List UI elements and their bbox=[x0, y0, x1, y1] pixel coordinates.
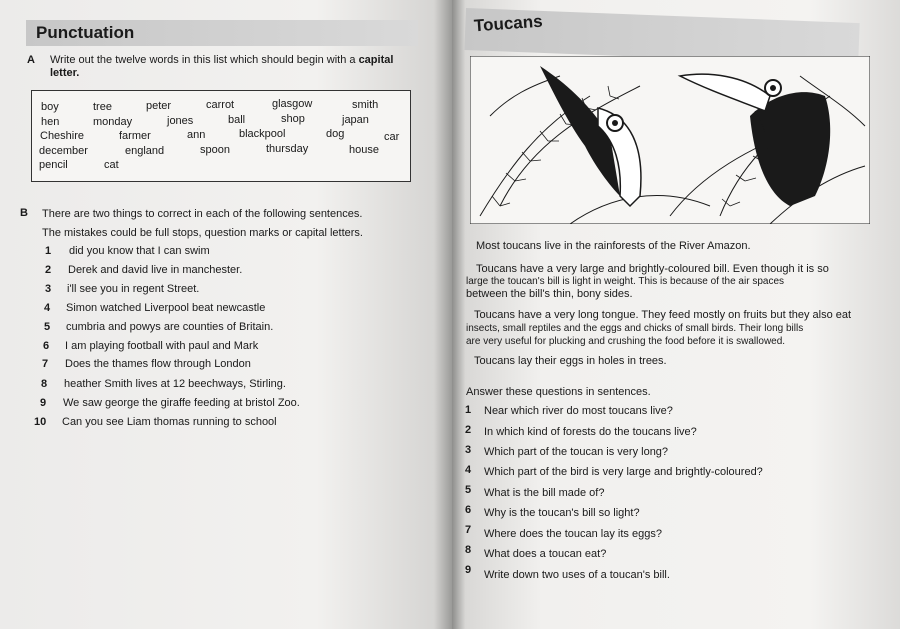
item-number: 7 bbox=[42, 358, 49, 370]
paragraph: Most toucans live in the rainforests of the River Amazon. bbox=[476, 240, 751, 252]
item-number: 1 bbox=[45, 245, 52, 257]
section-b-letter: B bbox=[20, 207, 28, 219]
paragraph-line: Toucans have a very long tongue. They feed mostly on fruits but they also eat bbox=[474, 309, 852, 321]
item-number: 8 bbox=[41, 378, 48, 390]
word: boy bbox=[41, 101, 59, 113]
item-number: 5 bbox=[44, 321, 51, 333]
paragraph-line: insects, small reptiles and the eggs and chicks of small birds. Their long bills bbox=[466, 323, 804, 334]
sentence: Can you see Liam thomas running to school bbox=[62, 416, 277, 428]
word: house bbox=[349, 144, 379, 156]
word: thursday bbox=[266, 143, 309, 155]
question: Which part of the bird is very large and brightly-coloured? bbox=[484, 466, 763, 478]
word: japan bbox=[342, 114, 369, 126]
sentence: Simon watched Liverpool beat newcastle bbox=[66, 302, 266, 314]
word: pencil bbox=[39, 159, 68, 171]
question-number: 4 bbox=[465, 464, 472, 476]
item-number: 9 bbox=[40, 397, 47, 409]
instruction-bold: capital bbox=[358, 54, 394, 66]
item-number: 2 bbox=[45, 264, 52, 276]
question: Near which river do most toucans live? bbox=[484, 405, 673, 417]
word: farmer bbox=[119, 130, 151, 142]
word: peter bbox=[146, 100, 172, 112]
word: carrot bbox=[206, 99, 235, 111]
instruction-line2: letter. bbox=[50, 67, 80, 79]
item-number: 4 bbox=[44, 302, 51, 314]
word: cat bbox=[104, 159, 119, 171]
word: ann bbox=[187, 129, 206, 141]
paragraph-line: Toucans have a very large and brightly-coloured bill. Even though it is so bbox=[476, 263, 829, 275]
page-title: Toucans bbox=[473, 11, 544, 36]
question: Why is the toucan's bill so light? bbox=[484, 507, 640, 519]
sentence: We saw george the giraffe feeding at bristol Zoo. bbox=[63, 397, 300, 409]
section-a-letter: A bbox=[27, 54, 35, 66]
word: smith bbox=[352, 99, 379, 111]
sentence: did you know that I can swim bbox=[69, 245, 210, 257]
word: hen bbox=[41, 116, 60, 128]
word: spoon bbox=[200, 144, 230, 156]
question: What is the bill made of? bbox=[484, 487, 605, 499]
word: glasgow bbox=[272, 98, 313, 110]
question-number: 6 bbox=[465, 504, 472, 516]
word: shop bbox=[281, 113, 305, 125]
item-number: 6 bbox=[43, 340, 50, 352]
paragraph-line: are very useful for plucking and crushing the food before it is swallowed. bbox=[466, 336, 786, 347]
toucans-illustration bbox=[470, 56, 870, 224]
word: monday bbox=[93, 116, 133, 128]
sentence: i'll see you in regent Street. bbox=[67, 283, 200, 295]
question-number: 8 bbox=[465, 544, 472, 556]
item-number: 3 bbox=[45, 283, 52, 295]
word: Cheshire bbox=[40, 130, 85, 142]
word: dog bbox=[326, 128, 345, 140]
word: ball bbox=[228, 114, 246, 126]
sentence: cumbria and powys are counties of Britain. bbox=[66, 321, 274, 333]
questions-intro: Answer these questions in sentences. bbox=[466, 386, 651, 398]
word: december bbox=[39, 145, 88, 157]
word-box bbox=[31, 90, 411, 182]
question-number: 5 bbox=[465, 484, 472, 496]
question-number: 2 bbox=[465, 424, 472, 436]
question: What does a toucan eat? bbox=[484, 548, 607, 560]
question: Which part of the toucan is very long? bbox=[484, 446, 669, 458]
word: jones bbox=[167, 115, 194, 127]
question-number: 3 bbox=[465, 444, 472, 456]
word: blackpool bbox=[239, 128, 286, 140]
paragraph-line: large the toucan's bill is light in weight. This is because of the air spaces bbox=[466, 276, 785, 287]
section-a-instruction bbox=[50, 54, 393, 66]
paragraph-line: between the bill's thin, bony sides. bbox=[466, 288, 633, 300]
question: Where does the toucan lay its eggs? bbox=[484, 528, 662, 540]
sentence: heather Smith lives at 12 beechways, Stirling. bbox=[64, 378, 286, 390]
section-b-line2: The mistakes could be full stops, question marks or capital letters. bbox=[42, 227, 363, 239]
section-b-line1: There are two things to correct in each of the following sentences. bbox=[42, 208, 363, 220]
page-title: Punctuation bbox=[36, 23, 135, 42]
sentence: Does the thames flow through London bbox=[65, 358, 251, 370]
word: england bbox=[125, 145, 165, 157]
instruction-text: Write out the twelve words in this list which should begin with a bbox=[50, 54, 356, 66]
question-number: 1 bbox=[465, 404, 472, 416]
question: Write down two uses of a toucan's bill. bbox=[484, 569, 670, 581]
question-number: 7 bbox=[465, 524, 472, 536]
question-number: 9 bbox=[465, 564, 472, 576]
item-number: 10 bbox=[34, 416, 47, 428]
word: car bbox=[384, 131, 400, 143]
sentence: Derek and david live in manchester. bbox=[68, 264, 243, 276]
paragraph: Toucans lay their eggs in holes in trees. bbox=[474, 355, 667, 367]
word: tree bbox=[93, 101, 112, 113]
question: In which kind of forests do the toucans live? bbox=[484, 426, 697, 438]
sentence: I am playing football with paul and Mark bbox=[65, 340, 259, 352]
